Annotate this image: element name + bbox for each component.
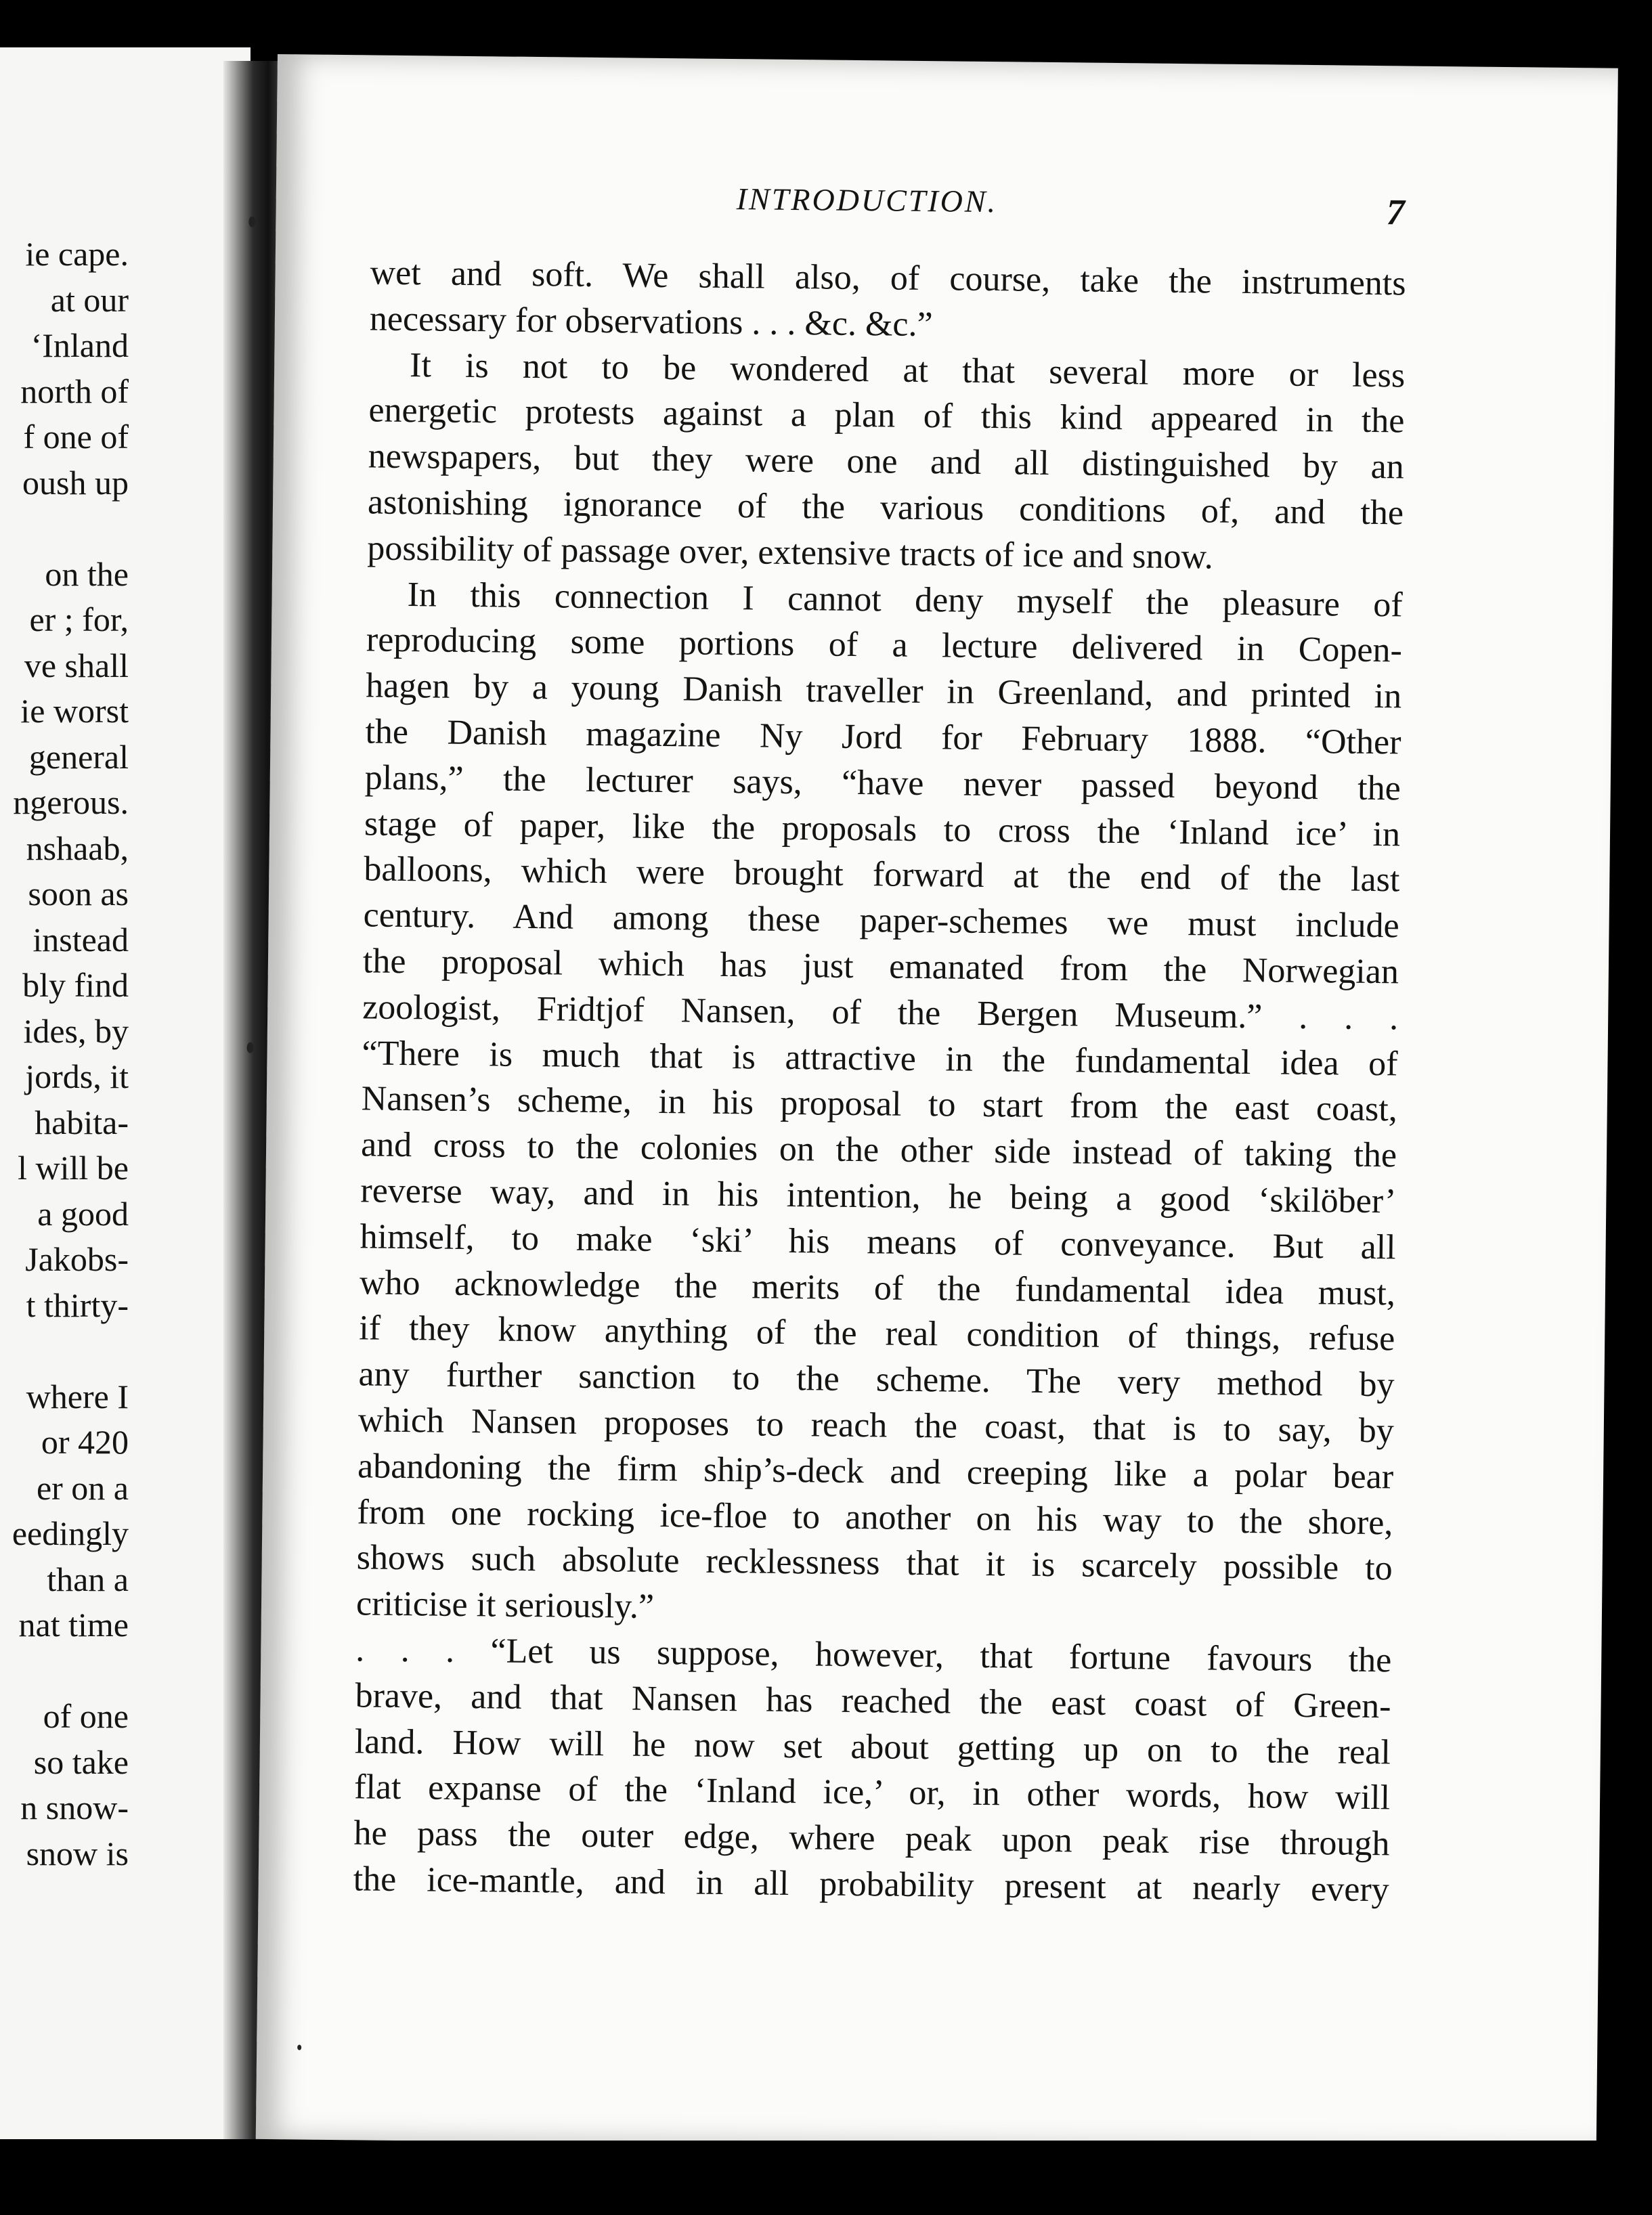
- body-line: “There is much that is attractive in the fundamental idea of: [362, 1033, 1398, 1083]
- body-line: zoologist, Fridtjof Nansen, of the Bergen Museum.” . . .: [362, 988, 1399, 1038]
- left-page-line: t thirty-: [26, 1286, 129, 1324]
- left-page: [0, 47, 251, 2139]
- left-page-line: on the: [45, 554, 129, 593]
- left-page-line: or 420: [41, 1423, 129, 1461]
- left-page-line: l will be: [18, 1149, 129, 1187]
- left-page-line: f one of: [23, 418, 129, 456]
- running-head: INTRODUCTION.: [736, 181, 998, 219]
- right-page: [256, 54, 1618, 2153]
- left-page-line: bly find: [22, 966, 129, 1004]
- body-line: flat expanse of the ‘Inland ice,’ or, in other words, how will: [353, 1768, 1391, 1818]
- left-page-line: jords, it: [25, 1057, 129, 1095]
- body-line: the Danish magazine Ny Jord for February 1888. “Other: [365, 712, 1401, 762]
- body-line: the ice-mantle, and in all probability present at nearly every: [353, 1860, 1389, 1910]
- left-page-line: instead: [32, 920, 129, 959]
- left-page-line: er ; for,: [29, 600, 129, 638]
- body-line: and cross to the colonies on the other side instead of taking the: [360, 1125, 1397, 1175]
- body-line: plans,” the lecturer says, “have never passed beyond the: [364, 758, 1401, 808]
- left-page-line: n snow-: [20, 1789, 129, 1826]
- body-line: possibility of passage over, extensive tracts of ice and snow.: [367, 529, 1214, 577]
- left-page-line: of one: [43, 1697, 129, 1735]
- left-page-line: eedingly: [12, 1514, 129, 1552]
- left-page-line: habita-: [35, 1103, 129, 1141]
- left-page-line: general: [28, 737, 129, 776]
- body-line: wet and soft. We shall also, of course, take the instruments: [370, 253, 1406, 303]
- left-page-line: er on a: [36, 1468, 129, 1507]
- body-line: any further sanction to the scheme. The very method by: [358, 1355, 1395, 1405]
- left-page-line: ie cape.: [25, 235, 129, 273]
- body-line: century. And among these paper-schemes we must include: [363, 896, 1399, 946]
- ink-speck: [297, 2044, 301, 2050]
- scan-border-bottom: [0, 2141, 1652, 2215]
- page-number: 7: [1386, 192, 1405, 233]
- body-line: criticise it seriously.”: [355, 1584, 655, 1627]
- left-page-line: north of: [20, 372, 129, 410]
- left-page-line: a good: [37, 1194, 129, 1233]
- left-page-line: nat time: [18, 1606, 129, 1644]
- left-page-line: ve shall: [24, 646, 129, 684]
- body-line: . . . “Let us suppose, however, that fortune favours the: [355, 1630, 1392, 1680]
- body-line: abandoning the firm ship’s-deck and creeping like a polar bear: [357, 1447, 1394, 1497]
- body-line: who acknowledge the merits of the fundamental idea must,: [359, 1263, 1396, 1313]
- body-line: Nansen’s scheme, in his proposal to start from the east coast,: [361, 1079, 1398, 1129]
- body-line: brave, and that Nansen has reached the east coast of Green-: [355, 1676, 1391, 1726]
- body-line: if they know anything of the real condition of things, refuse: [358, 1309, 1395, 1359]
- body-line: necessary for observations . . . &c. &c.”: [369, 299, 933, 344]
- body-line: which Nansen proposes to reach the coast, that is to say, by: [357, 1401, 1395, 1451]
- left-page-line: than a: [47, 1560, 129, 1598]
- body-line: from one rocking ice-floe to another on his way to the shore,: [357, 1492, 1393, 1542]
- body-line: astonishing ignorance of the various conditions of, and the: [367, 483, 1404, 533]
- left-page-line: oush up: [22, 463, 129, 502]
- left-page-line: at our: [50, 280, 129, 319]
- body-line: he pass the outer edge, where peak upon peak rise through: [353, 1814, 1390, 1864]
- left-page-line: Jakobs-: [25, 1240, 129, 1278]
- body-line: balloons, which were brought forward at the end of the last: [364, 850, 1400, 900]
- left-page-line: ‘Inland: [30, 326, 129, 364]
- left-page-line: ides, by: [23, 1011, 129, 1050]
- body-line: In this connection I cannot deny myself the pleasure of: [407, 575, 1403, 625]
- left-page-line: ie worst: [20, 692, 129, 730]
- body-line: shows such absolute recklessness that it is scarcely possible to: [356, 1538, 1393, 1588]
- body-line: reverse way, and in his intention, he being a good ‘skilöber’: [360, 1171, 1397, 1221]
- left-page-line: ngerous.: [13, 783, 129, 821]
- body-line: It is not to be wondered at that several more or less: [409, 345, 1406, 395]
- body-line: the proposal which has just emanated from the Norwegian: [362, 942, 1399, 992]
- body-line: energetic protests against a plan of this kind appeared in the: [368, 391, 1405, 441]
- left-page-line: snow is: [26, 1834, 129, 1872]
- left-page-line: soon as: [28, 875, 129, 913]
- body-line: hagen by a young Danish traveller in Greenland, and printed in: [365, 666, 1402, 716]
- body-line: stage of paper, like the proposals to cross the ‘Inland ice’ in: [364, 804, 1401, 854]
- body-line: himself, to make ‘ski’ his means of conveyance. But all: [360, 1217, 1396, 1267]
- body-line: land. How will he now set about getting up on to the real: [354, 1721, 1391, 1772]
- left-page-line: so take: [33, 1742, 129, 1781]
- body-line: newspapers, but they were one and all distinguished by an: [368, 437, 1405, 487]
- left-page-line: where I: [26, 1377, 129, 1416]
- body-line: reproducing some portions of a lecture delivered in Copen-: [366, 620, 1403, 670]
- left-page-line: nshaab,: [26, 829, 129, 867]
